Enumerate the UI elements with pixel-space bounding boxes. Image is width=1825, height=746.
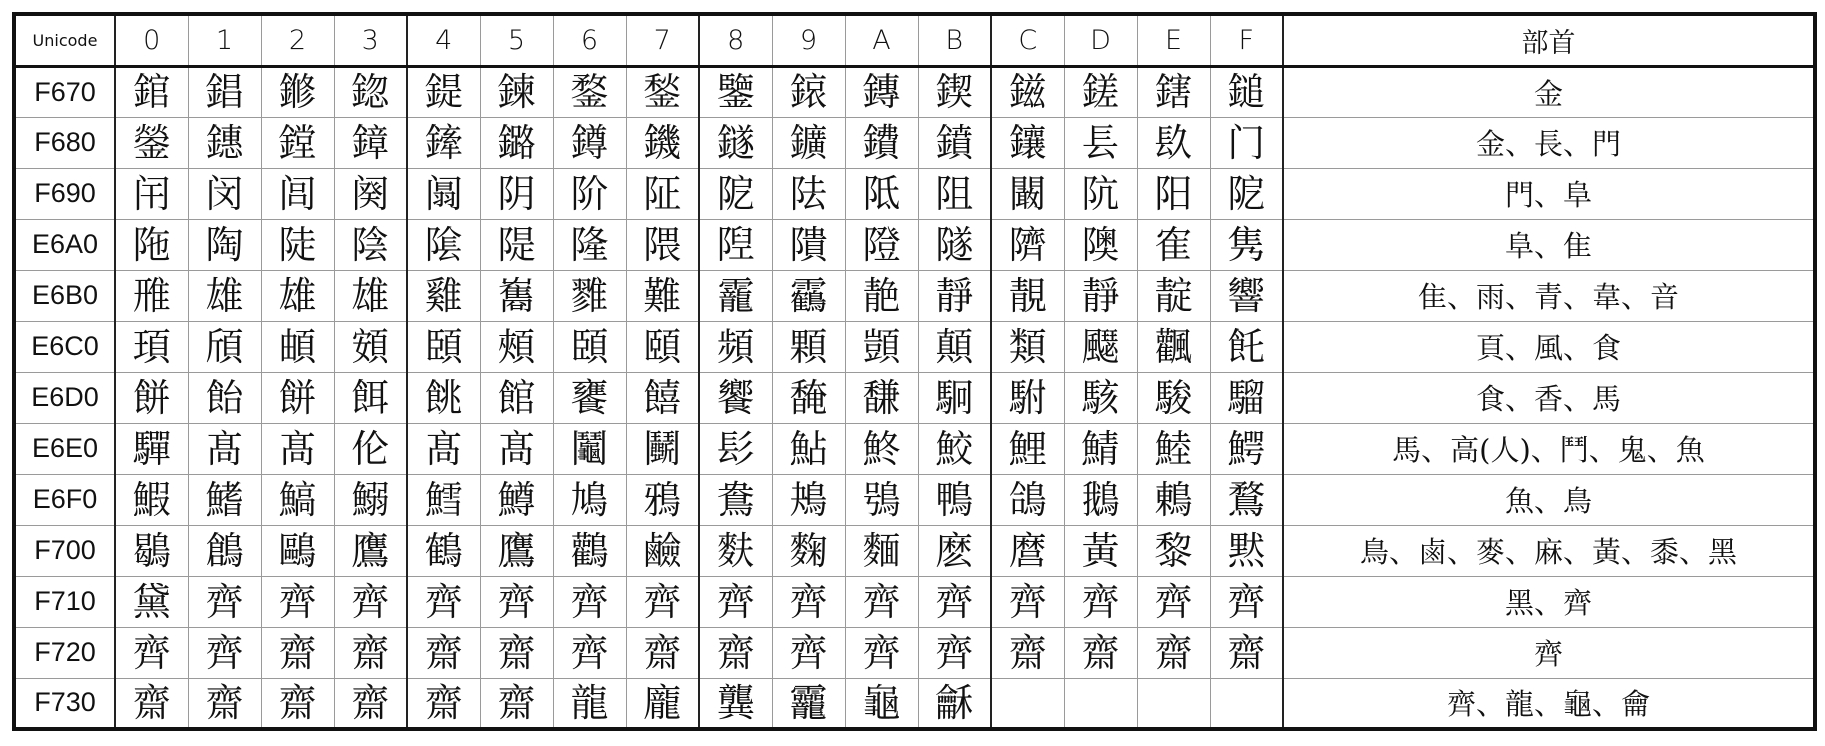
glyph-cell: 鰕 [115,474,188,525]
glyph-cell: 頣 [553,321,626,372]
glyph-cell: 靜 [1064,270,1137,321]
glyph-cell: 髙 [480,423,553,474]
glyph-cell: 鶇 [1137,474,1210,525]
glyph-cell: 鸛 [553,525,626,576]
glyph-cell: 齋 [115,678,188,729]
row-code-cell: E6A0 [14,219,115,270]
glyph-cell: 鷹 [334,525,407,576]
glyph-cell: 頣 [407,321,480,372]
glyph-cell: 飴 [188,372,261,423]
glyph-cell: 龗 [772,678,845,729]
glyph-cell: 齊 [1064,576,1137,627]
glyph-cell: 鍊 [480,66,553,117]
column-header-6: 6 [553,14,626,66]
table-row [14,423,1815,474]
column-header-9: 9 [772,14,845,66]
glyph-cell: 龢 [918,678,991,729]
glyph-cell: 闞 [991,168,1064,219]
glyph-cell: 齊 [1210,576,1283,627]
glyph-cell: 鯉 [991,423,1064,474]
glyph-cell: 齊 [115,627,188,678]
glyph-cell: 齋 [626,627,699,678]
glyph-cell: 饔 [553,372,626,423]
glyph-cell: 鎚 [1210,66,1283,117]
glyph-cell: 齋 [699,627,772,678]
glyph-cell: 齋 [480,678,553,729]
glyph-cell: 隂 [407,219,480,270]
glyph-cell: 鍉 [407,66,480,117]
glyph-cell: 齋 [334,678,407,729]
glyph-cell: 顗 [845,321,918,372]
row-radicals-cell: 齊 [1283,627,1815,678]
glyph-cell: 髙 [407,423,480,474]
glyph-cell: 鎡 [991,66,1064,117]
glyph-cell: 齊 [334,576,407,627]
glyph-cell: 隽 [1210,219,1283,270]
glyph-cell: 鐏 [553,117,626,168]
glyph-cell: 顆 [772,321,845,372]
glyph-cell: 鍪 [553,66,626,117]
glyph-cell: 靏 [772,270,845,321]
glyph-cell: 雄 [188,270,261,321]
table-row [14,270,1815,321]
glyph-cell: 齊 [407,576,480,627]
glyph-cell: 齊 [772,627,845,678]
glyph-cell: 陶 [188,219,261,270]
glyph-cell: 麩 [699,525,772,576]
glyph-cell: 髟 [699,423,772,474]
column-header-4: 4 [407,14,480,66]
glyph-cell: 鴉 [626,474,699,525]
glyph-cell: 鰝 [261,474,334,525]
glyph-cell [1137,678,1210,729]
table-row [14,678,1815,729]
glyph-cell: 鏲 [407,117,480,168]
glyph-cell: 齊 [845,627,918,678]
table-row [14,321,1815,372]
glyph-cell: 齊 [188,627,261,678]
glyph-cell: 陰 [334,219,407,270]
glyph-cell: 黙 [1210,525,1283,576]
glyph-cell [1210,678,1283,729]
glyph-cell: 錩 [188,66,261,117]
column-header-b: B [918,14,991,66]
glyph-cell: 靘 [845,270,918,321]
glyph-cell: 鶴 [407,525,480,576]
glyph-cell: 齋 [261,627,334,678]
glyph-cell: 響 [1210,270,1283,321]
glyph-cell: 雄 [261,270,334,321]
glyph-cell: 齋 [480,627,553,678]
glyph-cell: 鰐 [1210,423,1283,474]
glyph-cell: 飥 [1210,321,1283,372]
glyph-cell: 齊 [918,576,991,627]
glyph-cell: 齋 [188,678,261,729]
glyph-cell: 髙 [261,423,334,474]
glyph-cell: 鎄 [772,66,845,117]
row-radicals-cell: 馬、高(人)、鬥、鬼、魚 [1283,423,1815,474]
glyph-cell: 隉 [699,219,772,270]
glyph-cell: 齋 [991,627,1064,678]
glyph-cell: 鴞 [845,474,918,525]
table-header [14,14,1815,66]
glyph-cell: 黎 [1137,525,1210,576]
column-header-8: 8 [699,14,772,66]
row-code-cell: E6D0 [14,372,115,423]
glyph-cell: 錧 [115,66,188,117]
glyph-cell: 鰭 [188,474,261,525]
glyph-cell: 雡 [553,270,626,321]
glyph-cell: 飋 [1064,321,1137,372]
glyph-cell: 頎 [188,321,261,372]
column-header-a: A [845,14,918,66]
table-row [14,627,1815,678]
column-header-0: 0 [115,14,188,66]
glyph-cell: 阸 [699,168,772,219]
glyph-cell: 齋 [1210,627,1283,678]
glyph-cell: 鎣 [115,117,188,168]
glyph-cell: 伦 [334,423,407,474]
glyph-cell: 髙 [188,423,261,474]
glyph-cell: 駙 [991,372,1064,423]
column-header-1: 1 [188,14,261,66]
glyph-cell: 齊 [480,576,553,627]
row-code-cell: F680 [14,117,115,168]
glyph-cell: 鍫 [626,66,699,117]
glyph-cell: 阳 [1137,168,1210,219]
glyph-cell: 馦 [845,372,918,423]
glyph-cell: 阹 [772,168,845,219]
glyph-cell: 阷 [626,168,699,219]
glyph-cell: 飌 [1137,321,1210,372]
glyph-cell: 阘 [407,168,480,219]
glyph-cell: 鷹 [480,525,553,576]
column-header-f: F [1210,14,1283,66]
glyph-cell: 齋 [407,627,480,678]
glyph-cell: 隈 [626,219,699,270]
glyph-cell: 齋 [261,678,334,729]
glyph-cell: 阬 [1064,168,1137,219]
glyph-cell: 麵 [845,525,918,576]
glyph-cell: 鑲 [991,117,1064,168]
glyph-cell: 餌 [334,372,407,423]
glyph-cell: 饎 [626,372,699,423]
row-radicals-cell: 金、長、門 [1283,117,1815,168]
row-radicals-cell: 食、香、馬 [1283,372,1815,423]
glyph-cell: 齊 [188,576,261,627]
glyph-cell [991,678,1064,729]
row-radicals-cell: 魚、鳥 [1283,474,1815,525]
glyph-cell: 靛 [1137,270,1210,321]
glyph-cell: 鳩 [553,474,626,525]
column-header-2: 2 [261,14,334,66]
header-row [14,14,1815,66]
glyph-cell: 鏱 [334,117,407,168]
glyph-cell: 隩 [1064,219,1137,270]
table-row [14,372,1815,423]
glyph-cell: 鵝 [1064,474,1137,525]
glyph-cell: 饗 [699,372,772,423]
table-row [14,576,1815,627]
glyph-cell: 闬 [115,168,188,219]
glyph-cell: 镸 [1064,117,1137,168]
row-code-cell: F720 [14,627,115,678]
glyph-cell: 頤 [626,321,699,372]
row-code-cell: F690 [14,168,115,219]
unicode-character-table [12,12,1817,731]
glyph-cell: 隧 [918,219,991,270]
glyph-cell: 鶩 [1210,474,1283,525]
glyph-cell: 隆 [553,219,626,270]
glyph-cell: 鮎 [772,423,845,474]
glyph-cell: 雃 [115,270,188,321]
glyph-cell: 齋 [1064,627,1137,678]
glyph-cell: 鯥 [1137,423,1210,474]
glyph-cell: 類 [991,321,1064,372]
table-row [14,525,1815,576]
glyph-cell: 陁 [115,219,188,270]
glyph-cell: 黛 [115,576,188,627]
row-code-cell: E6B0 [14,270,115,321]
glyph-cell: 鬮 [553,423,626,474]
glyph-cell: 館 [480,372,553,423]
glyph-cell: 隄 [480,219,553,270]
glyph-cell: 麽 [918,525,991,576]
glyph-cell: 隤 [772,219,845,270]
glyph-cell: 鑛 [772,117,845,168]
glyph-cell: 鏜 [261,117,334,168]
glyph-cell: 駉 [918,372,991,423]
glyph-cell: 齋 [334,627,407,678]
table-row [14,474,1815,525]
glyph-cell: 雄 [334,270,407,321]
glyph-cell: 靜 [918,270,991,321]
unicode-column-header: Unicode [14,14,115,66]
glyph-cell: 馣 [772,372,845,423]
row-code-cell: F710 [14,576,115,627]
glyph-cell: 鎋 [1137,66,1210,117]
glyph-cell: 鬭 [626,423,699,474]
glyph-cell: 齊 [845,576,918,627]
glyph-cell: 駭 [1064,372,1137,423]
glyph-cell: 齊 [553,627,626,678]
glyph-cell: 雞 [407,270,480,321]
row-radicals-cell: 鳥、鹵、麥、麻、黃、黍、黑 [1283,525,1815,576]
glyph-cell: 顛 [918,321,991,372]
glyph-cell: 阕 [334,168,407,219]
glyph-cell: 鍃 [334,66,407,117]
glyph-cell: 鐼 [918,117,991,168]
glyph-cell: 齊 [261,576,334,627]
glyph-cell: 餅 [115,372,188,423]
glyph-cell: 鶬 [188,525,261,576]
row-radicals-cell: 隹、雨、青、韋、音 [1283,270,1815,321]
glyph-cell: 齊 [918,627,991,678]
column-header-e: E [1137,14,1210,66]
glyph-cell: 镹 [1137,117,1210,168]
glyph-cell: 齊 [553,576,626,627]
character-table-container [12,12,1817,731]
glyph-cell: 鏄 [845,66,918,117]
glyph-cell: 阻 [918,168,991,219]
glyph-cell: 闵 [188,168,261,219]
glyph-cell: 阺 [845,168,918,219]
glyph-cell: 頰 [480,321,553,372]
glyph-cell: 隺 [1137,219,1210,270]
glyph-cell: 頔 [261,321,334,372]
glyph-cell: 隥 [845,219,918,270]
glyph-cell: 齊 [699,576,772,627]
glyph-cell: 齊 [626,576,699,627]
glyph-cell: 鶡 [115,525,188,576]
glyph-cell: 鮫 [918,423,991,474]
column-header-d: D [1064,14,1137,66]
glyph-cell: 鏴 [480,117,553,168]
row-code-cell: F670 [14,66,115,117]
glyph-cell: 龜 [845,678,918,729]
glyph-cell: 鐩 [699,117,772,168]
row-radicals-cell: 頁、風、食 [1283,321,1815,372]
glyph-cell: 陡 [261,219,334,270]
column-header-3: 3 [334,14,407,66]
table-body [14,66,1815,729]
table-row [14,117,1815,168]
glyph-cell: 驒 [115,423,188,474]
column-header-5: 5 [480,14,553,66]
glyph-cell: 鎈 [1064,66,1137,117]
glyph-cell: 鮗 [845,423,918,474]
glyph-cell [1064,678,1137,729]
glyph-cell: 齋 [407,678,480,729]
glyph-cell: 鍥 [918,66,991,117]
row-radicals-cell: 金 [1283,66,1815,117]
glyph-cell: 難 [626,270,699,321]
glyph-cell: 龐 [626,678,699,729]
column-header-c: C [991,14,1064,66]
table-row [14,219,1815,270]
glyph-cell: 鑒 [699,66,772,117]
radical-column-header: 部首 [1283,14,1815,66]
glyph-cell: 餆 [407,372,480,423]
glyph-cell: 黃 [1064,525,1137,576]
glyph-cell: 餅 [261,372,334,423]
glyph-cell: 鎀 [261,66,334,117]
glyph-cell: 鐖 [626,117,699,168]
glyph-cell: 齋 [1137,627,1210,678]
glyph-cell: 隮 [991,219,1064,270]
glyph-cell: 鷗 [261,525,334,576]
row-radicals-cell: 阜、隹 [1283,219,1815,270]
glyph-cell: 鹼 [626,525,699,576]
glyph-cell: 闾 [261,168,334,219]
glyph-cell: 龔 [699,678,772,729]
glyph-cell: 頻 [699,321,772,372]
glyph-cell: 阴 [480,168,553,219]
glyph-cell: 靚 [991,270,1064,321]
glyph-cell: 駿 [1137,372,1210,423]
glyph-cell: 鱈 [407,474,480,525]
glyph-cell: 阸 [1210,168,1283,219]
glyph-cell: 鰯 [334,474,407,525]
glyph-cell: 鴂 [772,474,845,525]
row-code-cell: E6F0 [14,474,115,525]
row-code-cell: E6C0 [14,321,115,372]
glyph-cell: 鴦 [699,474,772,525]
glyph-cell: 麴 [772,525,845,576]
glyph-cell: 齊 [1137,576,1210,627]
glyph-cell: 鱒 [480,474,553,525]
glyph-cell: 麿 [991,525,1064,576]
table-row [14,66,1815,117]
row-code-cell: F730 [14,678,115,729]
glyph-cell: 鏸 [188,117,261,168]
glyph-cell: 鐨 [845,117,918,168]
row-code-cell: E6E0 [14,423,115,474]
glyph-cell: 靇 [699,270,772,321]
glyph-cell: 齊 [991,576,1064,627]
glyph-cell: 龍 [553,678,626,729]
glyph-cell: 齊 [772,576,845,627]
row-code-cell: F700 [14,525,115,576]
glyph-cell: 頞 [334,321,407,372]
row-radicals-cell: 齊、龍、龜、龠 [1283,678,1815,729]
glyph-cell: 阶 [553,168,626,219]
glyph-cell: 鯖 [1064,423,1137,474]
row-radicals-cell: 黑、齊 [1283,576,1815,627]
glyph-cell: 雟 [480,270,553,321]
glyph-cell: 騮 [1210,372,1283,423]
glyph-cell: 鴨 [918,474,991,525]
glyph-cell: 门 [1210,117,1283,168]
glyph-cell: 鴿 [991,474,1064,525]
row-radicals-cell: 門、阜 [1283,168,1815,219]
table-row [14,168,1815,219]
column-header-7: 7 [626,14,699,66]
glyph-cell: 頊 [115,321,188,372]
